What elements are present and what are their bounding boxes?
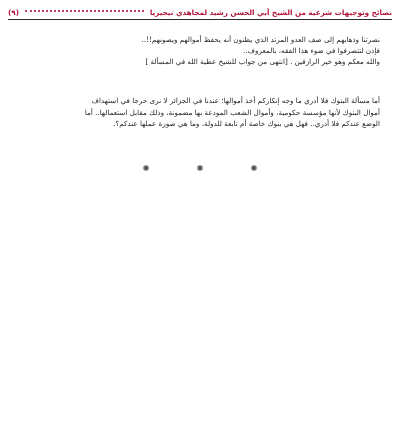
header-title: نصائح وتوجيهات شرعية من الشيخ أبي الحسن رشيد لمجاهدي نيجيريا bbox=[149, 7, 392, 17]
paragraph-spacer bbox=[18, 67, 380, 95]
ornament-icon bbox=[197, 165, 203, 171]
header-dotted-leader bbox=[25, 10, 144, 14]
body-line: الوضع عندكم فلا أدري.. فهل هي بنوك خاصة أم تابعة للدولة، وما هي صورة عملها عندكم؟. bbox=[113, 118, 380, 128]
page-number: (٩) bbox=[8, 7, 19, 17]
page-header bbox=[8, 6, 392, 18]
paragraph: والله معكم وهو خير الرازقين . [انتهى من جواب للشيخ عطية الله في المسألة ] bbox=[145, 57, 380, 67]
body-line: أما مسألة البنوك فلا أدري ما وجه إنكاركم أخذ أموالها؛ عندنا في الجزائر لا نرى حرجا في استهداف bbox=[91, 96, 380, 106]
ornament-icon bbox=[143, 165, 149, 171]
header-divider bbox=[8, 19, 392, 20]
paragraph: فإذن لتتصرفوا في ضوء هذا الفقه، بالمعروف.. bbox=[243, 46, 380, 56]
page-body bbox=[18, 34, 380, 129]
section-ornaments bbox=[0, 165, 400, 171]
ornament-icon bbox=[251, 165, 257, 171]
paragraph: نصرتنا وذهابهم إلى صف العدو المرتد الذي يظنون أنه يحفظ أموالهم ويصونهم!!.. bbox=[141, 35, 380, 44]
body-line: أموال البنوك لأنها مؤسسة حكومية، وأموال الشعب المودعة بها مضمونة، وذلك مقابل استعمالها.. أما bbox=[84, 107, 380, 117]
